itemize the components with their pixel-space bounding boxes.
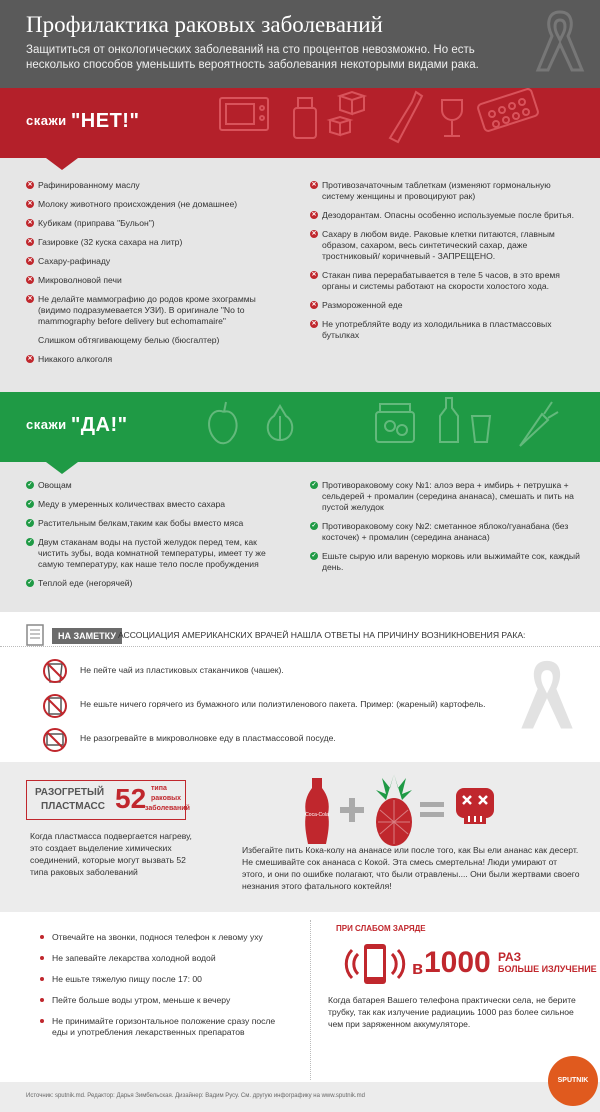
apple-icon bbox=[209, 402, 237, 443]
list-item-text: Противораковому соку №1: алоэ вера + имбирь + петрушка + сельдерей + промалин (середина ананаса), смешать и пить на пустой желудок bbox=[322, 480, 574, 512]
plastic-text: Когда пластмасса подвергается нагреву, это создает выделение химических соединений, которые могут вызвать 52 типа раковых заболеваний bbox=[30, 831, 192, 877]
tip-text: Пейте больше воды утром, меньше к вечеру bbox=[52, 995, 231, 1005]
cross-icon: ✕ bbox=[311, 182, 317, 188]
note-item: Не разогревайте в микроволновке еду в пластмассовой посуде. bbox=[80, 733, 336, 743]
carrot-icon bbox=[520, 402, 558, 446]
cross-icon: ✕ bbox=[27, 356, 33, 362]
plastic-label2: ПЛАСТМАСС bbox=[41, 801, 106, 812]
note-divider bbox=[0, 646, 600, 647]
list-item-text: Газировке (32 куска сахара на литр) bbox=[38, 237, 183, 247]
list-item-text: Не употребляйте воду из холодильника в пластмассовых бутылках bbox=[322, 319, 552, 340]
plastic-section bbox=[0, 762, 600, 912]
no-left-column bbox=[26, 180, 276, 373]
no-right-column bbox=[310, 180, 580, 349]
list-item bbox=[26, 537, 281, 570]
tips-list bbox=[40, 932, 280, 1048]
battery-prefix: в bbox=[412, 958, 424, 978]
list-item-text: Никакого алкоголя bbox=[38, 354, 113, 364]
yes-icons bbox=[180, 392, 600, 462]
note-section bbox=[0, 612, 600, 762]
plastic-badge bbox=[26, 780, 190, 820]
tip-item bbox=[40, 953, 280, 964]
list-item-text: Кубикам (приправа "Бульон") bbox=[38, 218, 155, 228]
check-icon: ✓ bbox=[311, 523, 317, 529]
list-item bbox=[310, 551, 580, 573]
list-item-text: Сахару в любом виде. Раковые клетки питаются, главным образом, сахаром, весь синтетический сахар, даже тростниковый/ коричневый - ЗАПРЕЩЕНО. bbox=[322, 229, 555, 261]
cross-icon: ✕ bbox=[27, 182, 33, 188]
list-item-text: Дезодорантам. Опасны особенно используемые после бритья. bbox=[322, 210, 574, 220]
cross-icon: ✕ bbox=[27, 201, 33, 207]
battery-unit2: БОЛЬШЕ ИЗЛУЧЕНИЕ bbox=[498, 964, 597, 974]
list-item bbox=[26, 354, 276, 365]
no-band bbox=[0, 88, 600, 158]
list-item bbox=[310, 480, 580, 513]
ribbon-icon bbox=[530, 8, 590, 78]
no-title-prefix: скажи bbox=[26, 113, 67, 128]
list-item-text: Ешьте сырую или вареную морковь или выжимайте сок, каждый день. bbox=[322, 551, 580, 572]
note-row bbox=[42, 690, 562, 720]
pills-icon bbox=[477, 88, 539, 132]
note-item: Не ешьте ничего горячего из бумажного или полиэтиленового пакета. Пример: (жареный) картофель. bbox=[80, 699, 486, 709]
yes-title-prefix: скажи bbox=[26, 417, 67, 432]
yes-right-column bbox=[310, 480, 580, 581]
list-item bbox=[26, 199, 276, 210]
bottle-glass-icon bbox=[440, 398, 490, 442]
list-item bbox=[26, 335, 276, 346]
list-item bbox=[310, 319, 580, 341]
skull-icon bbox=[452, 784, 498, 830]
cross-icon: ✕ bbox=[27, 296, 33, 302]
yes-left-column bbox=[26, 480, 281, 597]
note-label: НА ЗАМЕТКУ bbox=[52, 628, 122, 644]
cola-bottle-icon bbox=[302, 776, 332, 846]
ribbon-icon bbox=[512, 652, 582, 742]
list-item-text: Слишком обтягивающему белью (бюсгалтер) bbox=[38, 335, 220, 345]
list-item-text: Противораковому соку №2: сметанное яблоко/гуанабана (без косточек) + промалин (середина ананаса) bbox=[322, 521, 569, 542]
tip-item bbox=[40, 995, 280, 1006]
footer-text: Источник: sputnik.md. Редактор: Дарья Зимбельская. Дизайнер: Вадим Русу. См. другую инфографику на www.sputnik.md bbox=[26, 1093, 365, 1099]
list-item bbox=[26, 499, 281, 510]
pineapple-icon bbox=[372, 772, 416, 848]
header bbox=[0, 0, 600, 88]
microwave-icon bbox=[220, 98, 268, 130]
list-item bbox=[310, 210, 580, 221]
tip-text: Не ешьте тяжелую пищу после 17: 00 bbox=[52, 974, 202, 984]
plastic-number: 52 bbox=[115, 783, 147, 814]
battery-number: 1000 bbox=[424, 946, 491, 979]
no-hot-bag-icon bbox=[42, 690, 68, 720]
list-item bbox=[26, 218, 276, 229]
check-icon: ✓ bbox=[27, 539, 33, 545]
list-item-text: Овощам bbox=[38, 480, 72, 490]
page-subtitle: Защититься от онкологических заболеваний на сто процентов невозможно. Но есть несколько способов уменьшить вероятность заболевания некоторыми видами рака. bbox=[26, 44, 479, 71]
bullet-icon bbox=[40, 998, 44, 1002]
note-heading: АССОЦИАЦИЯ АМЕРИКАНСКИХ ВРАЧЕЙ НАШЛА ОТВЕТЫ НА ПРИЧИНУ ВОЗНИКНОВЕНИЯ РАКА: bbox=[118, 630, 526, 640]
note-row bbox=[42, 724, 562, 754]
list-item-text: Противозачаточным таблеткам (изменяют гормональную систему женщины и провоцируют рак) bbox=[322, 180, 551, 201]
list-item-text: Рафинированному маслу bbox=[38, 180, 140, 190]
yes-title-word: "ДА!" bbox=[70, 414, 128, 436]
check-icon: ✓ bbox=[311, 553, 317, 559]
plastic-unit1: типа bbox=[151, 785, 167, 792]
list-item bbox=[26, 578, 281, 589]
cross-icon: ✕ bbox=[311, 302, 317, 308]
tip-text: Не принимайте горизонтальное положение сразу после еды и употребления лекарственных препаратов bbox=[52, 1016, 276, 1037]
list-item bbox=[310, 229, 580, 262]
check-icon: ✓ bbox=[27, 520, 33, 526]
cross-icon: ✕ bbox=[311, 212, 317, 218]
footer bbox=[0, 1077, 600, 1112]
tip-text: Не запевайте лекарства холодной водой bbox=[52, 953, 216, 963]
check-icon: ✓ bbox=[27, 482, 33, 488]
plus-icon bbox=[340, 798, 364, 822]
battery-text: Когда батарея Вашего телефона практически села, не берите трубку, так как излучение радиацииь 1000 раз более сильное чем при заряженном аккумуляторе. bbox=[328, 995, 576, 1029]
list-item-text: Стакан пива перерабатывается в теле 5 часов, в это время органы и системы работают на скорости холостого хода. bbox=[322, 270, 560, 291]
battery-label: ПРИ СЛАБОМ ЗАРЯДЕ bbox=[336, 924, 426, 933]
list-item-text: Двум стаканам воды на пустой желудок перед тем, как чистить зубы, вода комнатной температуры, имеет ту же самую температуру, как наше тело после пробуждения bbox=[38, 537, 266, 569]
note-item: Не пейте чай из пластиковых стаканчиков (чашек). bbox=[80, 665, 284, 675]
bullet-icon bbox=[40, 956, 44, 960]
battery-unit1: РАЗ bbox=[498, 950, 522, 964]
note-header bbox=[26, 624, 586, 646]
check-icon: ✓ bbox=[311, 482, 317, 488]
bullet-icon bbox=[40, 977, 44, 981]
list-item bbox=[26, 480, 281, 491]
phone-signal-icon bbox=[340, 942, 410, 986]
sputnik-logo: SPUTNIK bbox=[548, 1056, 598, 1106]
list-item bbox=[310, 521, 580, 543]
cross-icon: ✕ bbox=[27, 258, 33, 264]
no-title bbox=[26, 110, 139, 133]
list-item-text: Размороженной еде bbox=[322, 300, 403, 310]
cross-icon: ✕ bbox=[27, 277, 33, 283]
yes-band bbox=[0, 392, 600, 462]
list-item bbox=[26, 518, 281, 529]
vertical-divider bbox=[310, 920, 311, 1080]
yes-notch bbox=[46, 462, 78, 474]
list-item bbox=[26, 256, 276, 267]
bottle-icon bbox=[390, 92, 422, 142]
yes-title bbox=[26, 414, 128, 437]
list-item-text: Растительным белкам,таким как бобы вместо мяса bbox=[38, 518, 244, 528]
tip-item bbox=[40, 932, 280, 943]
tip-item bbox=[40, 1016, 280, 1038]
plastic-unit3: заболеваний bbox=[145, 805, 190, 812]
deodorant-icon bbox=[294, 98, 316, 138]
check-icon: ✓ bbox=[27, 580, 33, 586]
cross-icon: ✕ bbox=[311, 231, 317, 237]
tip-item bbox=[40, 974, 280, 985]
list-item bbox=[310, 180, 580, 202]
list-item bbox=[26, 237, 276, 248]
cross-icon: ✕ bbox=[311, 321, 317, 327]
cross-icon: ✕ bbox=[27, 220, 33, 226]
list-item bbox=[26, 275, 276, 286]
cola-text: Избегайте пить Кока-колу на ананасе или после того, как Вы ели ананас как десерт. Не смешивайте сок ананаса с Кокой. Эта смесь смертельна! Люди умирают от этого, и они по ошибке полагают, что были отравлены.... Они были жертвами своего незнания этого фатального коктейля! bbox=[242, 845, 580, 891]
tip-text: Отвечайте на звонки, поднося телефон к левому уху bbox=[52, 932, 263, 942]
cross-icon: ✕ bbox=[311, 272, 317, 278]
list-item-text: Микроволновой печи bbox=[38, 275, 122, 285]
no-plastic-cup-icon bbox=[42, 656, 68, 686]
wine-glass-icon bbox=[442, 100, 462, 136]
jar-icon bbox=[376, 404, 414, 442]
sugar-cubes-icon bbox=[330, 92, 364, 135]
tips-section bbox=[0, 912, 600, 1082]
list-item-text: Не делайте маммографию до родов кроме эхограммы (видимо подразумевается УЗИ). В оригинале "No to mammography before delivery but echomamaire" bbox=[38, 294, 256, 326]
no-icons bbox=[180, 88, 600, 158]
no-title-word: "НЕТ!" bbox=[70, 110, 140, 132]
equals-icon bbox=[420, 802, 444, 818]
bullet-icon bbox=[40, 935, 44, 939]
plastic-label1: РАЗОГРЕТЫЙ bbox=[35, 787, 105, 798]
plastic-unit2: раковых bbox=[151, 795, 182, 802]
list-item bbox=[310, 300, 580, 311]
cross-icon: ✕ bbox=[27, 239, 33, 245]
note-row bbox=[42, 656, 562, 686]
garlic-icon bbox=[268, 406, 293, 440]
check-icon: ✓ bbox=[27, 501, 33, 507]
bullet-icon bbox=[40, 1019, 44, 1023]
page-title: Профилактика раковых заболеваний bbox=[26, 12, 383, 37]
list-item-text: Молоку животного происхождения (не домашнее) bbox=[38, 199, 238, 209]
cola-label: Coca-Cola bbox=[305, 812, 329, 818]
list-item-text: Теплой еде (негорячей) bbox=[38, 578, 133, 588]
document-icon bbox=[26, 624, 44, 646]
list-item-text: Сахару-рафинаду bbox=[38, 256, 111, 266]
list-item-text: Меду в умеренных количествах вместо сахара bbox=[38, 499, 226, 509]
no-notch bbox=[46, 158, 78, 170]
no-microwave-plastic-icon bbox=[42, 724, 68, 754]
list-item bbox=[26, 180, 276, 191]
list-item bbox=[26, 294, 276, 327]
list-item bbox=[310, 270, 580, 292]
